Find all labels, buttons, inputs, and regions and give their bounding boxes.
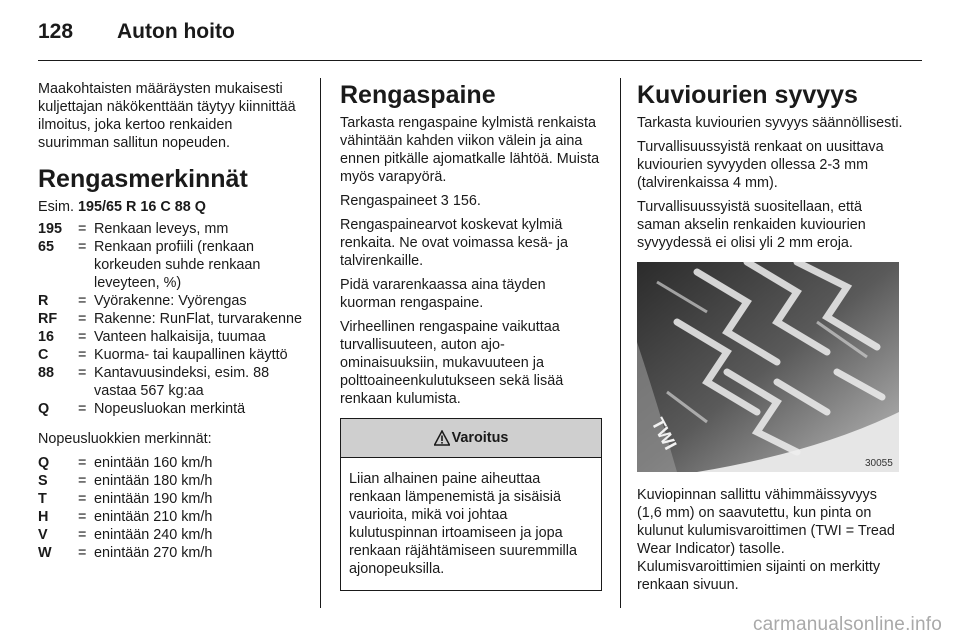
- definition-value: enintään 240 km/h: [94, 527, 213, 543]
- column-divider: [320, 78, 321, 608]
- definition-key: R: [38, 293, 49, 309]
- definition-value: Nopeusluokan merkintä: [94, 401, 246, 417]
- definition-equals: =: [78, 311, 87, 327]
- definition-key: C: [38, 347, 49, 363]
- definition-row: [38, 238, 303, 292]
- definition-equals: =: [78, 509, 87, 525]
- twi-label: TWI: [647, 414, 681, 454]
- definition-equals: =: [78, 527, 87, 543]
- definition-key: W: [38, 545, 52, 561]
- pressure-paragraph-2: Rengaspaineet 3 156.: [340, 193, 481, 209]
- definition-value: enintään 180 km/h: [94, 473, 213, 489]
- definition-equals: =: [78, 239, 87, 255]
- definition-key: H: [38, 509, 49, 525]
- definition-key: RF: [38, 311, 58, 327]
- definition-value: Kuorma- tai kaupallinen käyttö: [94, 347, 288, 363]
- definition-key: 16: [38, 329, 55, 345]
- definition-value: Vyörakenne: Vyörengas: [94, 293, 247, 309]
- definition-row: [38, 220, 303, 238]
- definition-value: enintään 190 km/h: [94, 491, 213, 507]
- pressure-paragraph-3: Rengaspainearvot koskevat kylmiä renkaita. Ne ovat voimassa kesä- ja talvirenkaille.: [340, 217, 568, 269]
- heading-tread-depth: Kuviourien syvyys: [637, 81, 858, 109]
- tread-paragraph-1: Tarkasta kuviourien syvyys säännöllisesti.: [637, 115, 903, 131]
- definition-equals: =: [78, 347, 87, 363]
- warning-title: Varoitus: [451, 430, 509, 446]
- column-divider: [620, 78, 621, 608]
- definition-equals: =: [78, 491, 87, 507]
- definition-row: [38, 310, 303, 328]
- watermark: carmanualsonline.info: [752, 614, 942, 635]
- page-header: [38, 12, 235, 52]
- definition-equals: =: [78, 455, 87, 471]
- definition-equals: =: [78, 293, 87, 309]
- warning-triangle-icon: [434, 430, 450, 446]
- speed-intro: Nopeusluokkien merkinnät:: [38, 431, 212, 447]
- definition-key: Q: [38, 455, 50, 471]
- example-code: 195/65 R 16 C 88 Q: [77, 199, 206, 215]
- header-divider: [38, 60, 922, 61]
- definition-value: Renkaan leveys, mm: [94, 221, 229, 237]
- heading-tire-markings: Rengasmerkinnät: [38, 165, 248, 193]
- definition-equals: =: [78, 329, 87, 345]
- definition-key: V: [38, 527, 48, 543]
- tread-paragraph-2: Turvallisuussyistä renkaat on uusittava kuviourien syvyyden ollessa 2-3 mm (talvirenkaissa 4 mm).: [637, 139, 884, 191]
- example-prefix: Esim.: [38, 199, 74, 215]
- pressure-paragraph-5: Virheellinen rengaspaine vaikuttaa turvallisuuteen, auton ajo-ominaisuuksiin, mukavuuteen ja polttoaineenkulutukseen sekä lisää renkaan kulumista.: [340, 319, 564, 407]
- tire-tread-drawing: [637, 262, 899, 472]
- definition-equals: =: [78, 221, 87, 237]
- definition-value: enintään 210 km/h: [94, 509, 213, 525]
- definition-value: Vanteen halkaisija, tuumaa: [94, 329, 266, 345]
- definition-key: 88: [38, 365, 55, 381]
- example-line: [38, 198, 303, 216]
- heading-tire-pressure: Rengaspaine: [340, 81, 496, 109]
- definition-key: 65: [38, 239, 55, 255]
- definition-equals: =: [78, 545, 87, 561]
- definition-key: T: [38, 491, 47, 507]
- definition-key: Q: [38, 401, 50, 417]
- warning-text: Liian alhainen paine aiheuttaa renkaan lämpenemistä ja sisäisiä vaurioita, mikä voi johtaa kulutuspinnan irtoamiseen ja jopa renkaan räjähtämiseen suuremmilla ajonopeuksilla.: [349, 471, 577, 577]
- definition-row: [38, 364, 303, 400]
- speed-class-list: [38, 454, 303, 562]
- page-number: 128: [38, 20, 74, 43]
- warning-box: [340, 418, 602, 591]
- pressure-paragraph-1: Tarkasta rengaspaine kylmistä renkaista vähintään kahden viikon välein ja aina ennen pitkälle ajomatkalle lähtöä. Muista myös varapyörä.: [340, 115, 600, 185]
- warning-header: [341, 419, 601, 458]
- column-tread-depth: [637, 80, 903, 600]
- definition-equals: =: [78, 401, 87, 417]
- definition-row: [38, 472, 303, 490]
- intro-paragraph: Maakohtaisten määräysten mukaisesti kuljettajan näkökenttään täytyy kiinnittää ilmoitus, joka kertoo renkaiden suurimman sallitun nopeuden.: [38, 81, 296, 151]
- definition-row: [38, 490, 303, 508]
- definition-row: [38, 454, 303, 472]
- column-tire-pressure: [340, 80, 602, 591]
- marking-list: [38, 220, 303, 418]
- definition-equals: =: [78, 365, 87, 381]
- image-number: 30055: [865, 458, 893, 469]
- page-title: Auton hoito: [117, 20, 235, 43]
- column-tire-markings: [38, 80, 303, 568]
- tread-paragraph-3: Turvallisuussyistä suositellaan, että saman akselin renkaiden kuviourien syvyydessä ei olisi yli 2 mm eroja.: [637, 199, 866, 251]
- definition-value: Rakenne: RunFlat, turvarakenne: [94, 311, 302, 327]
- definition-row: [38, 508, 303, 526]
- definition-row: [38, 526, 303, 544]
- definition-row: [38, 346, 303, 364]
- definition-value: enintään 270 km/h: [94, 545, 213, 561]
- definition-value: Renkaan profiili (renkaan korkeuden suhde renkaan leveyteen, %): [94, 239, 261, 291]
- definition-key: 195: [38, 221, 63, 237]
- definition-row: [38, 544, 303, 562]
- definition-value: enintään 160 km/h: [94, 455, 213, 471]
- definition-value: Kantavuusindeksi, esim. 88 vastaa 567 kg:aa: [94, 365, 270, 399]
- pressure-paragraph-4: Pidä vararenkaassa aina täyden kuorman rengaspaine.: [340, 277, 546, 311]
- definition-row: [38, 400, 303, 418]
- definition-equals: =: [78, 473, 87, 489]
- tire-tread-illustration: [637, 262, 899, 472]
- definition-row: [38, 292, 303, 310]
- definition-row: [38, 328, 303, 346]
- definition-key: S: [38, 473, 48, 489]
- tread-paragraph-4: Kuviopinnan sallittu vähimmäissyvyys (1,6 mm) on saavutettu, kun pinta on kulunut kulumisvaroittimen (TWI = Tread Wear Indicator) tasolle. Kulumisvaroittimien sijainti on merkitty renkaan sivuun.: [637, 487, 895, 593]
